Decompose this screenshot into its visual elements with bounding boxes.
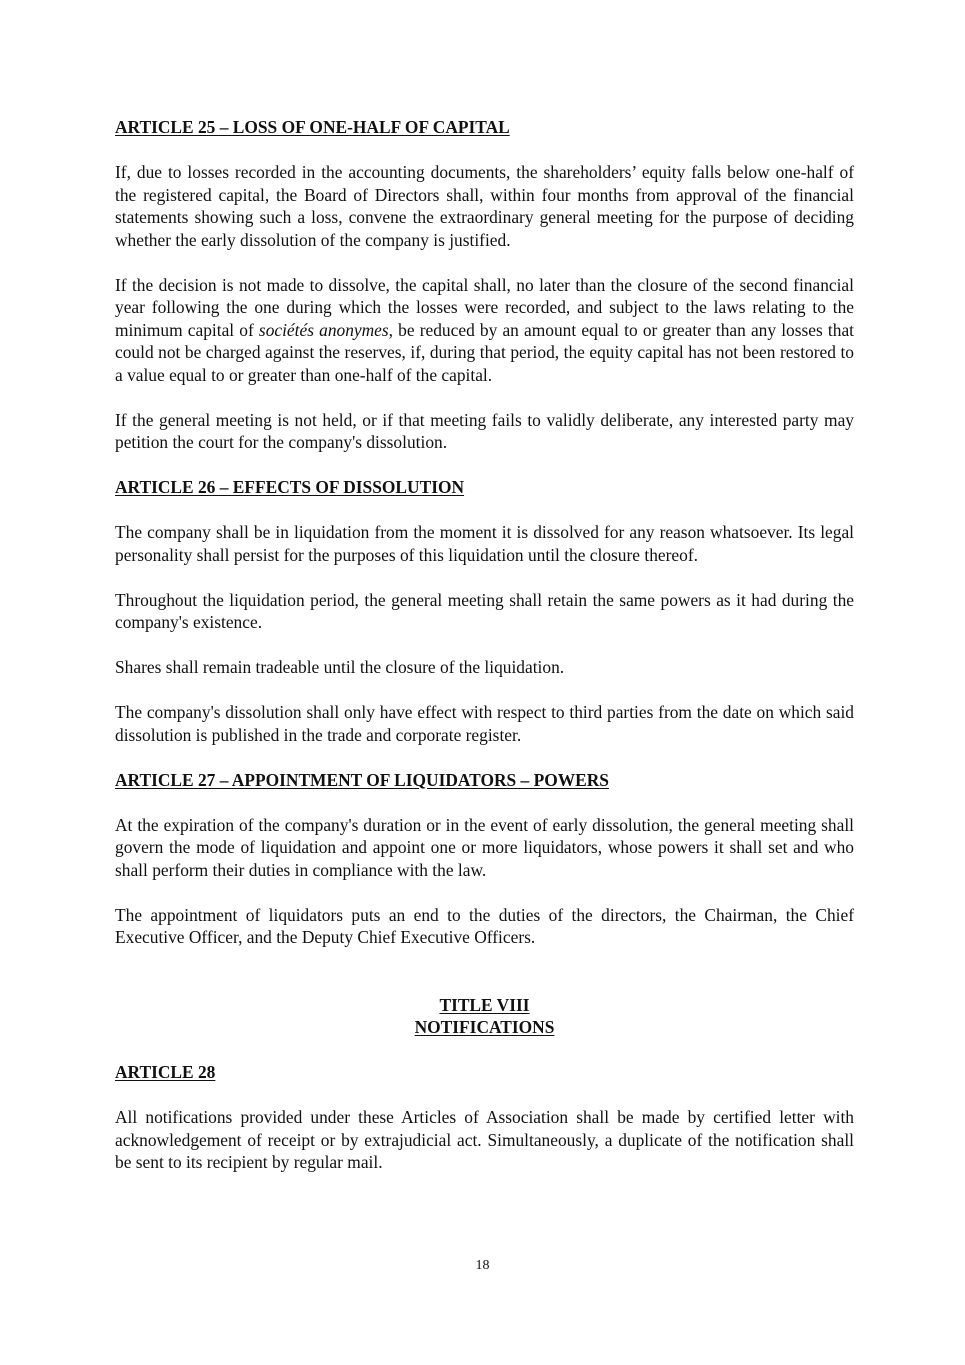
article-25-paragraph-2-italic: sociétés anonymes	[258, 319, 389, 340]
article-26-heading: ARTICLE 26 – EFFECTS OF DISSOLUTION	[115, 477, 465, 497]
article-27-heading: ARTICLE 27 – APPOINTMENT OF LIQUIDATORS – POWERS	[115, 769, 609, 790]
article-25-heading: ARTICLE 25 – LOSS OF ONE-HALF OF CAPITAL	[115, 117, 510, 137]
article-25-paragraph-3: If the general meeting is not held, or if that meeting fails to validly deliberate, any interested party may petition the court for the company's dissolution.	[115, 409, 854, 452]
article-26-paragraph-4: The company's dissolution shall only have effect with respect to third parties from the date on which said dissolution is published in the trade and corporate register.	[115, 702, 854, 745]
article-27-paragraph-1: At the expiration of the company's duration or in the event of early dissolution, the general meeting shall govern the mode of liquidation and appoint one or more liquidators, whose powers it shall set and who shall perform their duties in compliance with the law.	[115, 814, 854, 880]
article-25-paragraph-1: If, due to losses recorded in the accounting documents, the shareholders’ equity falls below one-half of the registered capital, the Board of Directors shall, within four months from approval of the financial statements showing such a loss, convene the extraordinary general meeting for the purpose of deciding whether the early dissolution of the company is justified.	[115, 162, 854, 250]
article-26-paragraph-2: Throughout the liquidation period, the general meeting shall retain the same powers as it had during the company's existence.	[115, 589, 854, 632]
article-25-paragraph-2	[115, 274, 854, 387]
title-number: TITLE VIII	[439, 994, 530, 1015]
article-27-paragraph-2: The appointment of liquidators puts an end to the duties of the directors, the Chairman, the Chief Executive Officer, and the Deputy Chief Executive Officers.	[115, 904, 854, 947]
document-page	[115, 116, 854, 1196]
page-number: 18	[475, 1258, 490, 1273]
article-26-paragraph-3: Shares shall remain tradeable until the closure of the liquidation.	[115, 657, 565, 677]
article-28-paragraph-1: All notifications provided under these Articles of Association shall be made by certified letter with acknowledgement of receipt or by extrajudicial act. Simultaneously, a duplicate of the notification shall be sent to its recipient by regular mail.	[115, 1107, 854, 1172]
article-25-paragraph-2-part-2: , be reduced by an amount equal to or greater than any losses that could not be charged against the reserves, if, during that period, the equity capital has not been restored to a value equal to or greater than one-half of the capital.	[115, 319, 854, 385]
title-name: NOTIFICATIONS	[414, 1017, 555, 1037]
article-25-paragraph-2-part-1: If the decision is not made to dissolve, the capital shall, no later than the closure of the second financial year following the one during which the losses were recorded, and subject to the laws relating to the minimum capital of	[115, 274, 854, 340]
article-26-paragraph-1: The company shall be in liquidation from the moment it is dissolved for any reason whatsoever. Its legal personality shall persist for the purposes of this liquidation until the closure thereof.	[115, 522, 854, 565]
article-28-heading: ARTICLE 28	[115, 1062, 216, 1082]
title-viii-block	[115, 994, 854, 1039]
